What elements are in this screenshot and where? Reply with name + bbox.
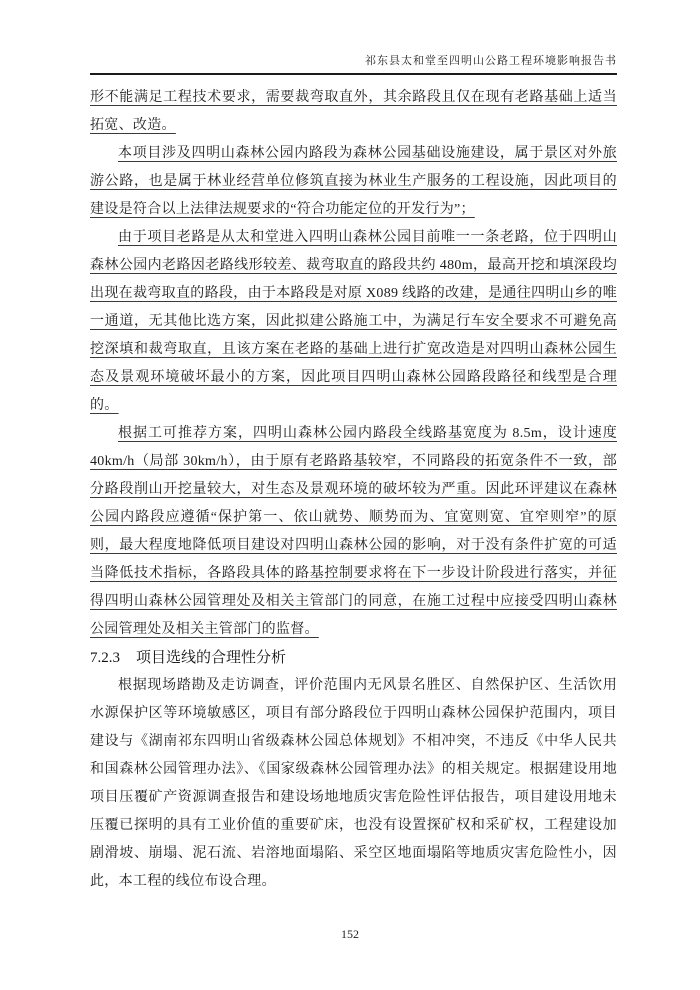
body-paragraph-1: 形不能满足工程技术要求，需要裁弯取直外，其余路段且仅在现有老路基础上适当拓宽、改造。 bbox=[90, 90, 617, 133]
header-title: 祁东县太和堂至四明山公路工程环境影响报告书 bbox=[365, 55, 617, 67]
page-number: 152 bbox=[341, 927, 359, 941]
page-footer bbox=[0, 927, 700, 942]
body-paragraph-5: 根据现场踏勘及走访调查，评价范围内无风景名胜区、自然保护区、生活饮用水源保护区等环境敏感区，项目有部分路段位于四明山森林公园保护范围内，项目建设与《湖南祁东四明山省级森林公园总体规划》不相冲突，不违反《中华人民共和国森林公园管理办法》、《国家级森林公园管理办法》的相关规定。根据建设用地项目压覆矿产资源调查报告和建设场地地质灾害危险性评估报告，项目建设用地未压覆已探明的具有工业价值的重要矿床，也没有设置探矿权和采矿权，工程建设加剧滑坡、崩塌、泥石流、岩溶地面塌陷、采空区地面塌陷等地质灾害危险性小，因此，本工程的线位布设合理。 bbox=[90, 678, 617, 889]
document-body bbox=[90, 84, 617, 896]
section-heading-7-2-3 bbox=[90, 644, 617, 672]
page-header bbox=[90, 52, 617, 75]
section-number: 7.2.3 bbox=[90, 650, 120, 666]
body-paragraph-4: 根据工可推荐方案，四明山森林公园内路段全线路基宽度为 8.5m，设计速度 40km/h（局部 30km/h），由于原有老路路基较窄，不同路段的拓宽条件不一致，部分路段削山开挖量较大，对生态及景观环境的破坏较为严重。因此环评建议在森林公园内路段应遵循“保护第一、依山就势、顺势而为、宜宽则宽、宜窄则窄”的原则，最大程度地降低项目建设对四明山森林公园的影响，对于没有条件扩宽的可适当降低技术指标，各路段具体的路基控制要求将在下一步设计阶段进行落实，并征得四明山森林公园管理处及相关主管部门的同意，在施工过程中应接受四明山森林公园管理处及相关主管部门的监督。 bbox=[90, 426, 617, 637]
section-title: 项目选线的合理性分析 bbox=[136, 650, 287, 666]
body-paragraph-2: 本项目涉及四明山森林公园内路段为森林公园基础设施建设，属于景区对外旅游公路，也是属于林业经营单位修筑直接为林业生产服务的工程设施，因此项目的建设是符合以上法律法规要求的“符合功能定位的开发行为”； bbox=[90, 146, 617, 217]
body-paragraph-3: 由于项目老路是从太和堂进入四明山森林公园目前唯一一条老路，位于四明山森林公园内老路因老路线形较差、裁弯取直的路段共约 480m，最高开挖和填深段均出现在裁弯取直的路段，由于本路段是对原 X089 线路的改建，是通往四明山乡的唯一通道，无其他比选方案，因此拟建公路施工中，为满足行车安全要求不可避免高挖深填和裁弯取直，且该方案在老路的基础上进行扩宽改造是对四明山森林公园生态及景观环境破坏最小的方案，因此项目四明山森林公园路段路径和线型是合理的。 bbox=[90, 230, 617, 413]
